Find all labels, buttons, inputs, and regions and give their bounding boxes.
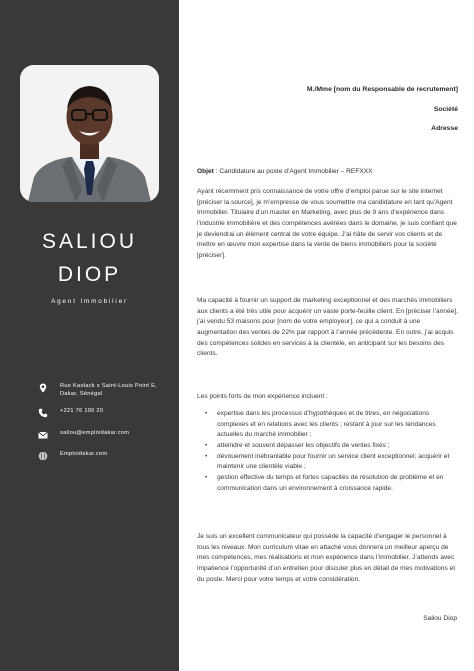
paragraph-closing: Je suis un excellent communicateur qui possède la capacité d’engager le personnel à tous les niveaux. Mon curriculum vitae en attaché vous donnera un meilleur aperçu de mes compétences, mes réalisations et mon expérience dans l’immobilier. J’attends avec impatience l’opportunité d’un entretien pour discuter plus en détail de mes motivations et du poste. Merci pour votre temps et votre considération.: [197, 533, 456, 583]
recipient-company: Société: [433, 106, 458, 113]
list-item: • dévouement inébranlable pour fournir un service client exceptionnel; acquérir et maintenir une clientèle viable ;: [205, 452, 459, 473]
profile-photo: [20, 65, 159, 202]
list-item: • atteindre et souvent dépasser les objectifs de ventes fixés ;: [205, 441, 459, 452]
email-text[interactable]: saliou@emploidakar.com: [60, 430, 130, 436]
sidebar: [0, 0, 179, 671]
subject-label: Objet: [197, 168, 214, 175]
email-icon: [38, 430, 48, 440]
paragraph-achievements: Ma capacité à fournir un support de marketing exceptionnel et des marchés immobiliers aux clients a été très utile pour acquérir un vaste porte-feuille client. En [préciser l’année], j’ai vendu 53 maisons pour [nom de votre employeur], ce qui a conduit à une augmentation des ventes de 22% par rapport à l’année précédente. En outre, j’ai acquis des compétences solides en services à la clientèle, en anticipant sur les besoins des clients.: [197, 297, 458, 358]
phone-icon: [38, 408, 48, 418]
subject-text: : Candidature au poste d’Agent Immobilier – REFXXX: [213, 168, 373, 175]
recipient-address: Adresse: [431, 125, 458, 132]
address-text: Rue Kaolack x Saint-Louis Point E, Dakar, Sénégal: [60, 383, 157, 397]
contact-email: [38, 430, 174, 440]
strengths-list: [205, 409, 459, 494]
location-pin-icon: [38, 383, 48, 393]
signature: Saliou Diop: [423, 615, 457, 622]
phone-text[interactable]: +221 76 100 20: [60, 408, 104, 414]
list-item: • gestion effective du temps et fortes capacités de résolution de problème et en communication dans un environnement à croissance rapide.: [205, 473, 459, 494]
last-name: DIOP: [57, 263, 122, 286]
letter-subject: [197, 168, 459, 175]
globe-icon: [38, 451, 48, 461]
contact-address: [38, 383, 174, 398]
strengths-intro: Les points forts de mon expérience incluent :: [197, 393, 328, 400]
list-item: • expertise dans les processus d’hypothèques et de titres, en négociations complexes et en relations avec les clients ; restant à jour sur les tendances actuelles du marché immobilier ;: [205, 409, 459, 441]
job-title: Agent Immobilier: [51, 298, 128, 305]
website-text[interactable]: Emploidakar.com: [60, 451, 108, 457]
contact-website: [38, 451, 174, 461]
first-name: SALIOU: [41, 230, 138, 253]
contact-phone: [38, 408, 174, 418]
recipient-name: M./Mme [nom du Responsable de recrutement]: [306, 86, 458, 93]
paragraph-intro: Ayant récemment pris connaissance de votre offre d’emploi parue sur le site internet [préciser la source], je m’empresse de vous soumettre ma candidature en tant qu’Agent Immobilier. Titulaire d’un master en Marketing, avec plus de 9 ans d’expérience dans l’industrie immobilière et des compétences avérées dans le domaine, je suis confiant que je deviendrai un élément central de votre équipe. J’ai hâte de servir vos clients et de mettre en œuvre mon expertise dans la vente de biens immobiliers pour la société [préciser].: [197, 188, 457, 260]
